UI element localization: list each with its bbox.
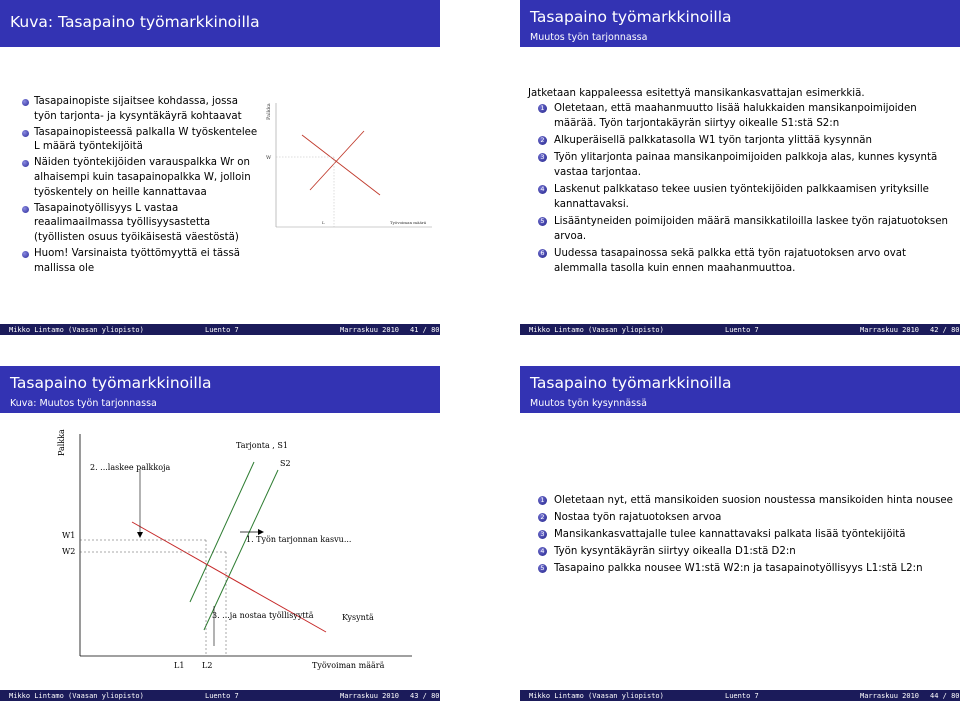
slide-title: Tasapaino työmarkkinoilla bbox=[530, 8, 732, 26]
footer-lecture: Luento 7 bbox=[205, 691, 239, 700]
w1-label: W1 bbox=[62, 531, 76, 540]
list-item: 4 Laskenut palkkataso tekee uusien työntekijöiden palkkaamisen yrityksille kannattavaksi. bbox=[538, 182, 958, 212]
footer-author: Mikko Lintamo (Vaasan yliopisto) bbox=[529, 325, 664, 334]
bullet-icon bbox=[22, 130, 29, 137]
number-badge: 1 bbox=[538, 104, 547, 113]
footer-date: Marraskuu 2010 bbox=[860, 325, 920, 334]
supply-curve bbox=[310, 131, 364, 190]
slide-44 bbox=[520, 366, 960, 701]
supply-curve-s2 bbox=[204, 470, 278, 630]
x-axis-label: Työvoiman määrä bbox=[390, 220, 427, 225]
number-badge: 1 bbox=[538, 496, 547, 505]
footer-author: Mikko Lintamo (Vaasan yliopisto) bbox=[529, 691, 664, 700]
wage-note: 2. ...laskee palkkoja bbox=[90, 463, 171, 472]
shift-note: 1. Työn tarjonnan kasvu... bbox=[246, 535, 352, 544]
demand-label: Kysyntä bbox=[342, 613, 374, 622]
slide-header bbox=[0, 0, 440, 47]
list-item: 5 Tasapaino palkka nousee W1:stä W2:n ja tasapainotyöllisyys L1:stä L2:n bbox=[538, 561, 958, 576]
footer-page: 41 / 80 bbox=[410, 325, 440, 334]
footer-lecture: Luento 7 bbox=[725, 325, 759, 334]
footer-author: Mikko Lintamo (Vaasan yliopisto) bbox=[9, 325, 144, 334]
footer-lecture: Luento 7 bbox=[725, 691, 759, 700]
list-item: 1 Oletetaan, että maahanmuutto lisää halukkaiden mansikanpoimijoiden määrää. Työn tarjontakäyrän siirtyy oikealle S1:stä S2:n bbox=[538, 101, 958, 131]
employment-note: 3. ...ja nostaa työllisyyttä bbox=[212, 611, 314, 620]
l-label: L bbox=[322, 220, 325, 225]
w-label: W bbox=[266, 155, 272, 161]
number-badge: 4 bbox=[538, 547, 547, 556]
number-badge: 3 bbox=[538, 153, 547, 162]
y-axis-label: Palkka bbox=[266, 103, 272, 120]
list-item: Tasapainopiste sijaitsee kohdassa, jossa työn tarjonta- ja kysyntäkäyrä kohtaavat bbox=[22, 95, 262, 125]
slide-title: Kuva: Tasapaino työmarkkinoilla bbox=[10, 13, 260, 31]
number-badge: 6 bbox=[538, 249, 547, 258]
footer-page: 42 / 80 bbox=[930, 325, 960, 334]
number-badge: 3 bbox=[538, 530, 547, 539]
bullet-icon bbox=[22, 99, 29, 106]
footer-date: Marraskuu 2010 bbox=[340, 691, 400, 700]
list-item: 2 Alkuperäisellä palkkatasolla W1 työn tarjonta ylittää kysynnän bbox=[538, 133, 958, 148]
w2-label: W2 bbox=[62, 547, 76, 556]
slide-subtitle: Muutos työn tarjonnassa bbox=[530, 32, 648, 43]
list-item: Tasapainotyöllisyys L vastaa reaalimaailmassa työllisyysastetta (työllisten osuus työikäisestä väestöstä) bbox=[22, 202, 262, 246]
footer-date: Marraskuu 2010 bbox=[340, 325, 400, 334]
slide-42 bbox=[520, 0, 960, 335]
supply-s1-label: Tarjonta , S1 bbox=[236, 441, 288, 450]
list-item: 1 Oletetaan nyt, että mansikoiden suosion noustessa mansikoiden hinta nousee bbox=[538, 493, 958, 508]
slide-footer bbox=[0, 324, 440, 335]
y-axis-label: Palkka bbox=[57, 429, 66, 456]
slide-footer bbox=[520, 690, 960, 701]
footer-lecture: Luento 7 bbox=[205, 325, 239, 334]
l1-label: L1 bbox=[174, 661, 185, 670]
list-item: 4 Työn kysyntäkäyrän siirtyy oikealla D1:stä D2:n bbox=[538, 544, 958, 559]
slide-footer bbox=[0, 690, 440, 701]
list-item: 2 Nostaa työn rajatuotoksen arvoa bbox=[538, 510, 958, 525]
list-item: Tasapainopisteessä palkalla W työskentelee L määrä työntekijöitä bbox=[22, 126, 262, 156]
bullet-icon bbox=[22, 160, 29, 167]
number-badge: 2 bbox=[538, 513, 547, 522]
equilibrium-figure bbox=[262, 95, 437, 245]
number-badge: 5 bbox=[538, 217, 547, 226]
slide-header bbox=[520, 0, 960, 47]
slide-header bbox=[520, 366, 960, 413]
list-item: 3 Mansikankasvattajalle tulee kannattavaksi palkata lisää työntekijöitä bbox=[538, 527, 958, 542]
number-badge: 5 bbox=[538, 564, 547, 573]
number-badge: 2 bbox=[538, 136, 547, 145]
supply-s2-label: S2 bbox=[280, 459, 291, 468]
slide-title: Tasapaino työmarkkinoilla bbox=[10, 374, 212, 392]
footer-date: Marraskuu 2010 bbox=[860, 691, 920, 700]
intro-text: Jatketaan kappaleessa esitettyä mansikankasvattajan esimerkkiä. bbox=[528, 88, 865, 99]
list-item: 3 Työn ylitarjonta painaa mansikanpoimijoiden palkkoja alas, kunnes kysyntä vastaa tarjontaa. bbox=[538, 150, 958, 180]
l2-label: L2 bbox=[202, 661, 213, 670]
footer-page: 43 / 80 bbox=[410, 691, 440, 700]
slide-subtitle: Kuva: Muutos työn tarjonnassa bbox=[10, 398, 157, 409]
numbered-list bbox=[538, 101, 958, 278]
supply-shift-figure bbox=[40, 424, 440, 686]
slide-41 bbox=[0, 0, 440, 335]
list-item: Näiden työntekijöiden varauspalkka Wr on alhaisempi kuin tasapainopalkka W, jolloin työskentely on heille kannattavaa bbox=[22, 156, 262, 200]
slide-subtitle: Muutos työn kysynnässä bbox=[530, 398, 647, 409]
slide-title: Tasapaino työmarkkinoilla bbox=[530, 374, 732, 392]
bullet-list bbox=[22, 95, 262, 278]
numbered-list bbox=[538, 493, 958, 578]
footer-author: Mikko Lintamo (Vaasan yliopisto) bbox=[9, 691, 144, 700]
bullet-icon bbox=[22, 251, 29, 258]
slide-43 bbox=[0, 366, 440, 701]
number-badge: 4 bbox=[538, 185, 547, 194]
x-axis-label: Työvoiman määrä bbox=[312, 661, 385, 670]
list-item: 6 Uudessa tasapainossa sekä palkka että työn rajatuotoksen arvo ovat alemmalla tasolla kuin ennen maahanmuuttoa. bbox=[538, 246, 958, 276]
slide-footer bbox=[520, 324, 960, 335]
list-item: 5 Lisääntyneiden poimijoiden määrä mansikkatiloilla laskee työn rajatuotoksen arvoa. bbox=[538, 214, 958, 244]
wage-arrow-head bbox=[137, 532, 143, 538]
bullet-icon bbox=[22, 206, 29, 213]
footer-page: 44 / 80 bbox=[930, 691, 960, 700]
slide-header bbox=[0, 366, 440, 413]
list-item: Huom! Varsinaista työttömyyttä ei tässä mallissa ole bbox=[22, 247, 262, 277]
